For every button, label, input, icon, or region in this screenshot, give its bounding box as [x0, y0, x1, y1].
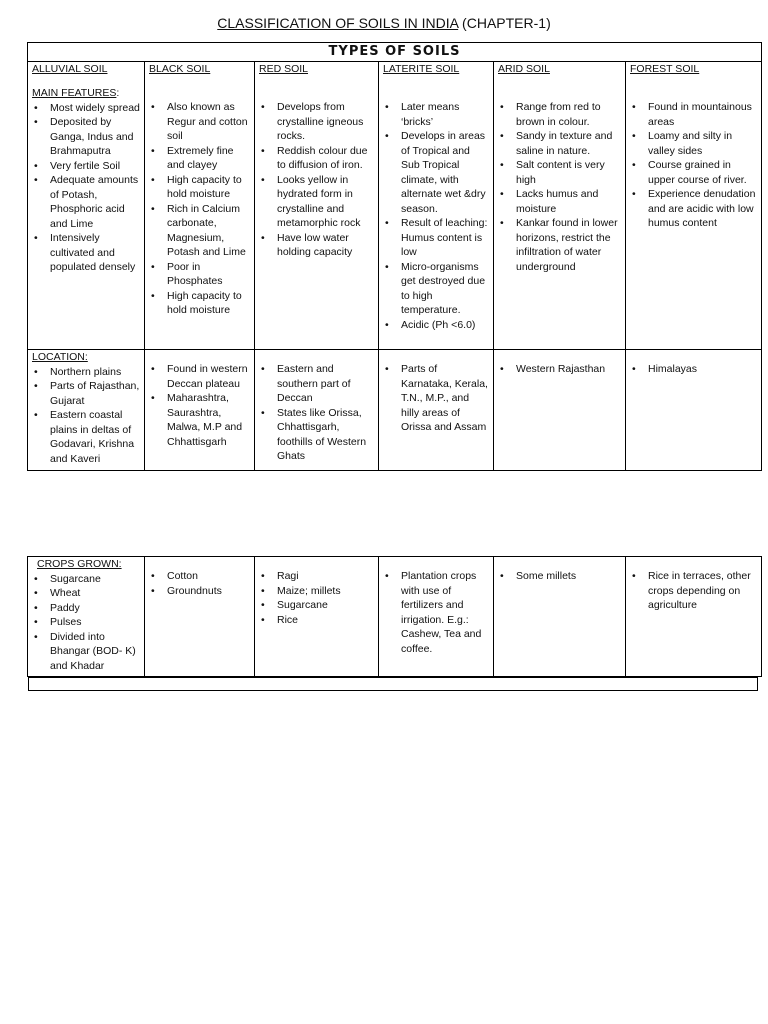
- list-item: • Maharashtra, Saurashtra, Malwa, M.P and Chhattisgarh: [167, 391, 250, 449]
- list-item: • Rich in Calcium carbonate, Magnesium, Potash and Lime: [167, 202, 250, 260]
- forest-soil-features-cell: [626, 62, 762, 350]
- list-item: • Micro-organisms get destroyed due to high temperature.: [401, 260, 489, 318]
- location-list: [259, 362, 374, 464]
- arid-soil-location-cell: [494, 350, 626, 471]
- list-item: • Sugarcane: [277, 598, 374, 613]
- list-item: • Wheat: [50, 586, 140, 601]
- forest-soil-crops-cell: [626, 557, 762, 677]
- list-item: • High capacity to hold moisture: [167, 289, 250, 318]
- soil-name: FOREST SOIL: [630, 63, 700, 75]
- crops-table: [27, 556, 762, 677]
- list-item: • Maize; millets: [277, 584, 374, 599]
- list-item: • Develops in areas of Tropical and Sub Tropical climate, with alternate wet &dry season.: [401, 129, 489, 216]
- features-list: [630, 100, 757, 231]
- black-soil-crops-cell: [145, 557, 255, 677]
- features-list: [259, 100, 374, 260]
- soil-name: ARID SOIL: [498, 63, 550, 75]
- forest-soil-location-cell: [626, 350, 762, 471]
- red-soil-crops-cell: [255, 557, 379, 677]
- arid-soil-features-cell: [494, 62, 626, 350]
- soil-name: ALLUVIAL SOIL: [32, 63, 108, 75]
- empty-footer-row: [28, 677, 758, 691]
- soil-name: RED SOIL: [259, 63, 309, 75]
- red-soil-features-cell: [255, 62, 379, 350]
- list-item: • Salt content is very high: [516, 158, 621, 187]
- crops-list: [498, 569, 621, 584]
- list-item: • Cotton: [167, 569, 250, 584]
- list-item: • Result of leaching: Humus content is low: [401, 216, 489, 260]
- location-list: [149, 362, 250, 449]
- list-item: • Develops from crystalline igneous rocks.: [277, 100, 374, 144]
- list-item: • Kankar found in lower horizons, restrict the infiltration of water underground: [516, 216, 621, 274]
- list-item: • Deposited by Ganga, Indus and Brahmaputra: [50, 115, 140, 159]
- list-item: • Also known as Regur and cotton soil: [167, 100, 250, 144]
- location-list: [383, 362, 489, 435]
- crops-list: [32, 572, 140, 674]
- list-item: • Eastern coastal plains in deltas of Godavari, Krishna and Kaveri: [50, 408, 140, 466]
- list-item: • Pulses: [50, 615, 140, 630]
- location-list: [498, 362, 621, 377]
- empty-cell: [29, 678, 758, 691]
- main-features-label: MAIN FEATURES:: [32, 87, 120, 99]
- list-item: • Lacks humus and moisture: [516, 187, 621, 216]
- list-item: • Course grained in upper course of river.: [648, 158, 757, 187]
- list-item: • Rice: [277, 613, 374, 628]
- list-item: • Parts of Rajasthan, Gujarat: [50, 379, 140, 408]
- list-item: • Divided into Bhangar (BOD- K) and Khadar: [50, 630, 140, 674]
- list-item: • Plantation crops with use of fertilizers and irrigation. E.g.: Cashew, Tea and coffee.: [401, 569, 489, 656]
- black-soil-location-cell: [145, 350, 255, 471]
- list-item: • States like Orissa, Chhattisgarh, foothills of Western Ghats: [277, 406, 374, 464]
- features-list: [383, 100, 489, 332]
- list-item: • Groundnuts: [167, 584, 250, 599]
- list-item: • Intensively cultivated and populated densely: [50, 231, 140, 275]
- list-item: • Poor in Phosphates: [167, 260, 250, 289]
- title-main: CLASSIFICATION OF SOILS IN INDIA: [217, 15, 459, 31]
- list-item: • Himalayas: [648, 362, 757, 377]
- list-item: • Sugarcane: [50, 572, 140, 587]
- list-item: • High capacity to hold moisture: [167, 173, 250, 202]
- list-item: • Parts of Karnataka, Kerala, T.N., M.P., and hilly areas of Orissa and Assam: [401, 362, 489, 435]
- list-item: • Extremely fine and clayey: [167, 144, 250, 173]
- list-item: • Acidic (Ph <6.0): [401, 318, 489, 333]
- list-item: • Eastern and southern part of Deccan: [277, 362, 374, 406]
- list-item: • Have low water holding capacity: [277, 231, 374, 260]
- list-item: • Adequate amounts of Potash, Phosphoric acid and Lime: [50, 173, 140, 231]
- crops-grown-label: CROPS GROWN:: [37, 558, 122, 570]
- list-item: • Ragi: [277, 569, 374, 584]
- types-of-soils-banner: TYPES OF SOILS: [28, 43, 762, 62]
- alluvial-soil-features-cell: [28, 62, 145, 350]
- laterite-soil-location-cell: [379, 350, 494, 471]
- features-list: [498, 100, 621, 274]
- red-soil-location-cell: [255, 350, 379, 471]
- list-item: • Found in western Deccan plateau: [167, 362, 250, 391]
- black-soil-features-cell: [145, 62, 255, 350]
- location-list: [32, 365, 140, 467]
- list-item: • Northern plains: [50, 365, 140, 380]
- laterite-soil-features-cell: [379, 62, 494, 350]
- crops-list: [630, 569, 757, 613]
- list-item: • Found in mountainous areas: [648, 100, 757, 129]
- list-item: • Some millets: [516, 569, 621, 584]
- list-item: • Experience denudation and are acidic with low humus content: [648, 187, 757, 231]
- soil-name: LATERITE SOIL: [383, 63, 460, 75]
- alluvial-soil-location-cell: [28, 350, 145, 471]
- location-list: [630, 362, 757, 377]
- title-chapter: (CHAPTER-1): [458, 15, 551, 31]
- alluvial-soil-crops-cell: [28, 557, 145, 677]
- laterite-soil-crops-cell: [379, 557, 494, 677]
- soils-table: [27, 42, 762, 471]
- features-list: [32, 101, 140, 275]
- arid-soil-crops-cell: [494, 557, 626, 677]
- location-label: LOCATION:: [32, 351, 88, 363]
- list-item: • Paddy: [50, 601, 140, 616]
- list-item: • Most widely spread: [50, 101, 140, 116]
- crops-list: [149, 569, 250, 598]
- list-item: • Very fertile Soil: [50, 159, 140, 174]
- list-item: • Loamy and silty in valley sides: [648, 129, 757, 158]
- list-item: • Western Rajasthan: [516, 362, 621, 377]
- list-item: • Rice in terraces, other crops depending on agriculture: [648, 569, 757, 613]
- crops-list: [259, 569, 374, 627]
- crops-list: [383, 569, 489, 656]
- list-item: • Reddish colour due to diffusion of iron.: [277, 144, 374, 173]
- list-item: • Later means ‘bricks’: [401, 100, 489, 129]
- list-item: • Range from red to brown in colour.: [516, 100, 621, 129]
- list-item: • Sandy in texture and saline in nature.: [516, 129, 621, 158]
- soil-name: BLACK SOIL: [149, 63, 211, 75]
- page-title: [0, 13, 768, 33]
- features-list: [149, 100, 250, 318]
- list-item: • Looks yellow in hydrated form in crystalline and metamorphic rock: [277, 173, 374, 231]
